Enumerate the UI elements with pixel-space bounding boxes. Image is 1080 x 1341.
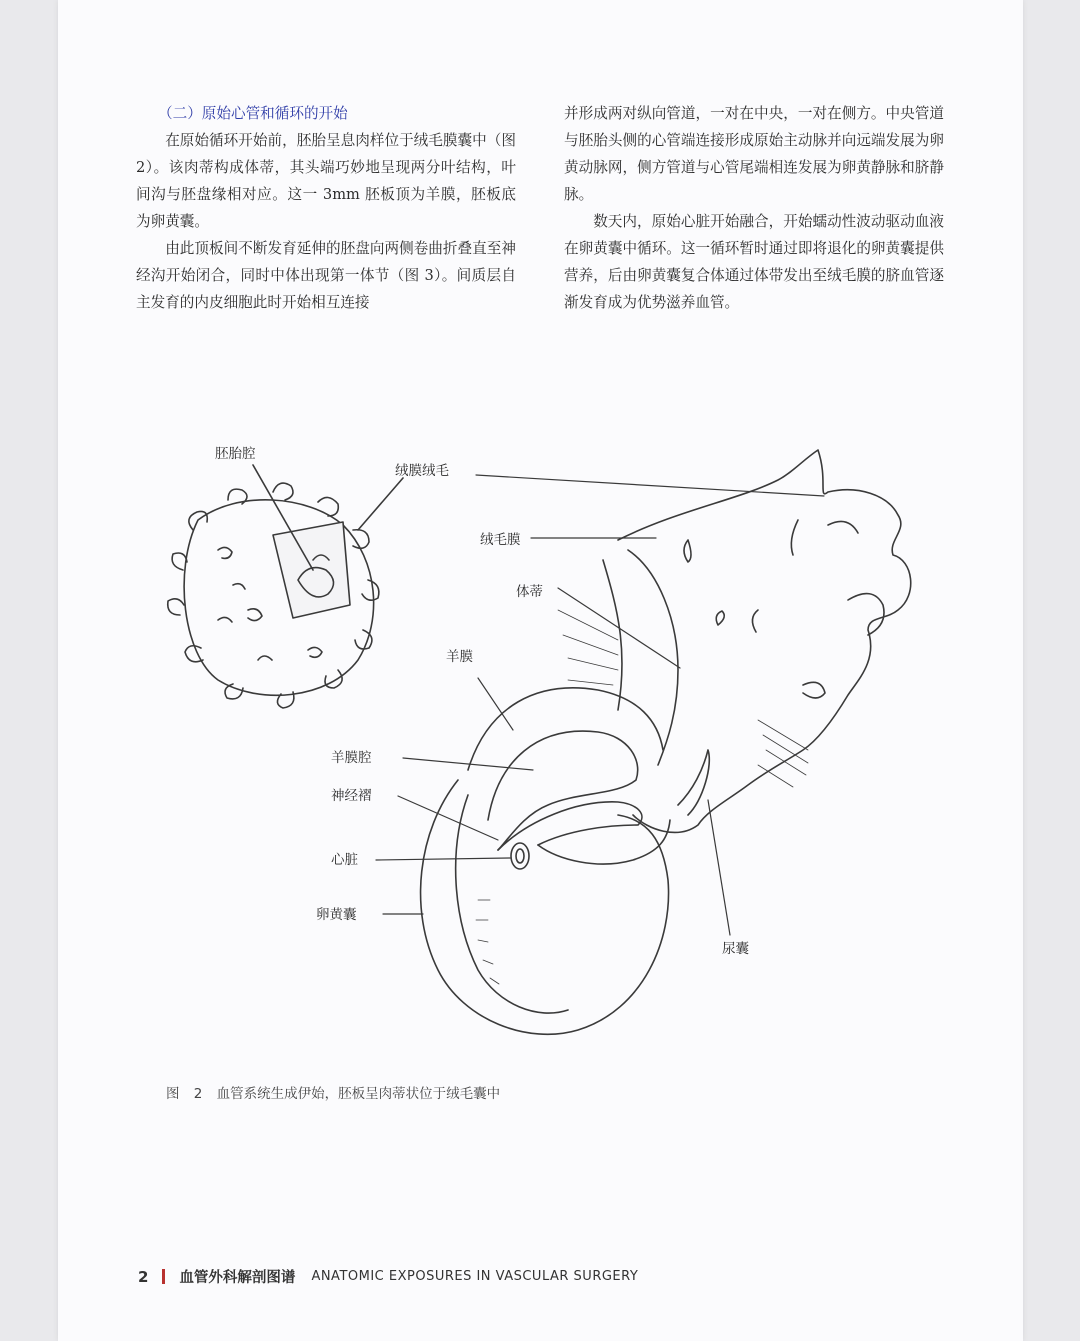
footer-divider xyxy=(162,1269,165,1284)
label-amniotic-cavity: 羊膜腔 xyxy=(331,750,372,766)
leader-lines xyxy=(376,475,824,935)
label-chorionic-villi: 绒膜绒毛 xyxy=(395,463,449,479)
label-allantois: 尿囊 xyxy=(722,941,749,957)
page-footer xyxy=(138,1266,638,1287)
paragraph: 在原始循环开始前，胚胎呈息肉样位于绒毛膜囊中（图 2）。该肉蒂构成体蒂，其头端巧妙地呈现两分叶结构，叶间沟与胚盘缘相对应。这一 3mm 胚板顶为羊膜，胚板底为卵黄囊。 xyxy=(136,132,516,230)
text-column-right xyxy=(564,100,944,316)
label-neural-fold: 神经褶 xyxy=(331,788,372,804)
section-title: （二）原始心管和循环的开始 xyxy=(158,105,348,122)
page-number: 2 xyxy=(138,1267,149,1286)
label-chorion: 绒毛膜 xyxy=(480,532,521,548)
label-heart: 心脏 xyxy=(331,852,358,868)
embryo-illustration xyxy=(58,420,1023,1060)
label-amnion: 羊膜 xyxy=(446,649,473,665)
text-column-left xyxy=(136,100,516,316)
paragraph: 并形成两对纵向管道，一对在中央，一对在侧方。中央管道与胚胎头侧的心管端连接形成原始主动脉并向远端发展为卵黄动脉网，侧方管道与心管尾端相连发展为卵黄静脉和脐静脉。 xyxy=(564,105,944,203)
paragraph: 数天内，原始心脏开始融合，开始蠕动性波动驱动血液在卵黄囊中循环。这一循环暂时通过即将退化的卵黄囊提供营养，后由卵黄囊复合体通过体带发出至绒毛膜的脐血管逐渐发育成为优势滋养血管。 xyxy=(564,213,944,311)
label-yolk-sac: 卵黄囊 xyxy=(316,907,357,923)
label-embryo-cavity: 胚胎腔 xyxy=(215,446,256,462)
book-title-cn: 血管外科解剖图谱 xyxy=(179,1270,296,1286)
paragraph: 由此顶板间不断发育延伸的胚盘向两侧卷曲折叠直至神经沟开始闭合，同时中体出现第一体节（图 3）。间质层自主发育的内皮细胞此时开始相互连接 xyxy=(136,240,516,311)
chorionic-sac-sketch xyxy=(168,465,403,708)
figure-caption: 图 2 血管系统生成伊始，胚板呈肉蒂状位于绒毛囊中 xyxy=(166,1086,501,1102)
book-title-en: ANATOMIC EXPOSURES IN VASCULAR SURGERY xyxy=(311,1269,639,1284)
document-page xyxy=(58,0,1023,1341)
figure-illustration xyxy=(58,420,1023,1060)
label-body-stalk: 体蒂 xyxy=(516,584,543,600)
